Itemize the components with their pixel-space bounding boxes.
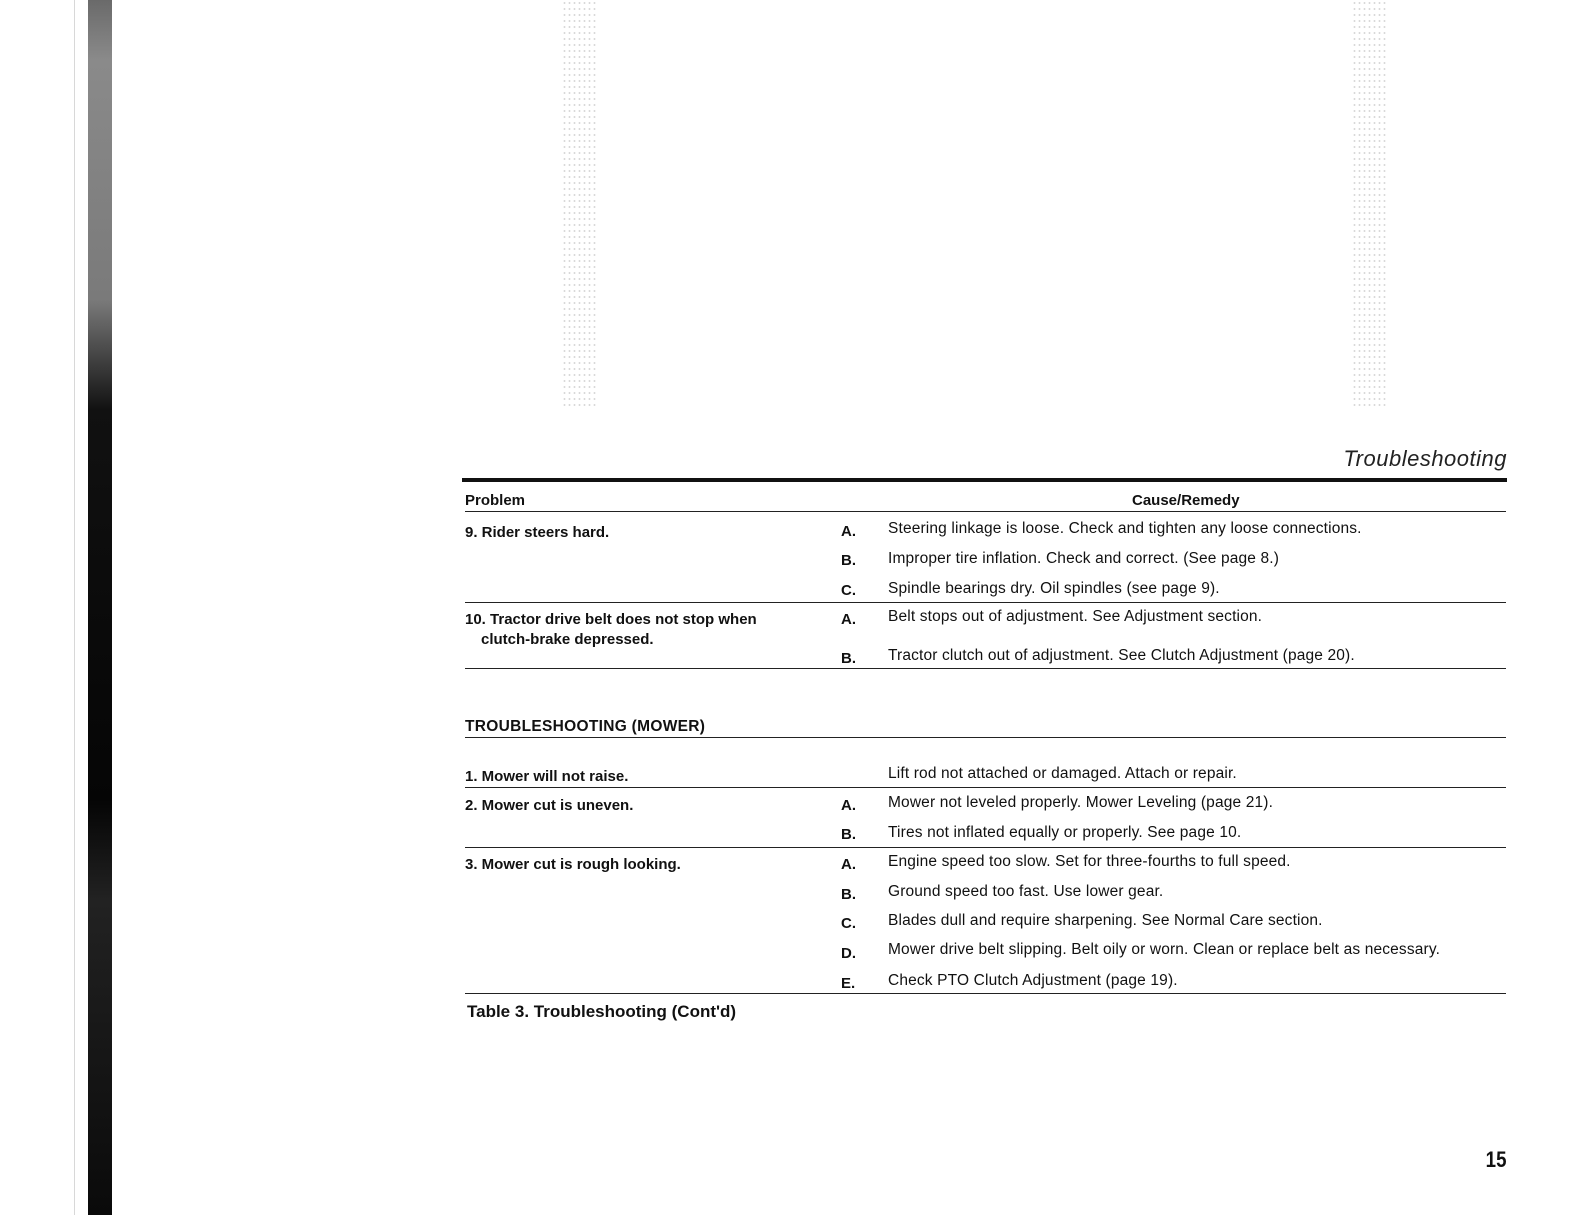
remedy-letter: B. [841,886,856,903]
remedy-text: Belt stops out of adjustment. See Adjustment section. [888,608,1263,625]
remedy-letter: B. [841,650,856,667]
remedy-text: Spindle bearings dry. Oil spindles (see page 9). [888,580,1220,597]
remedy-letter: C. [841,915,856,932]
remedy-letter: C. [841,582,856,599]
row-rule [465,602,1506,603]
remedy-text: Check PTO Clutch Adjustment (page 19). [888,972,1178,989]
problem-10 [465,610,795,650]
table-caption: Table 3. Troubleshooting (Cont'd) [467,1002,737,1021]
mower-problem-2: 2. Mower cut is uneven. [465,797,634,814]
remedy-text: Engine speed too slow. Set for three-fourths to full speed. [888,853,1291,870]
row-rule [465,668,1506,669]
scanned-binding-edge [88,0,112,1215]
remedy-text: Ground speed too fast. Use lower gear. [888,883,1164,900]
remedy-letter: A. [841,797,856,814]
remedy-letter: D. [841,945,856,962]
problem-10-line1: 10. Tractor drive belt does not stop when [465,611,757,628]
remedy-letter: A. [841,856,856,873]
table-bottom-rule [465,993,1506,994]
bleed-through-texture [562,0,596,410]
remedy-letter: A. [841,523,856,540]
remedy-letter: A. [841,611,856,628]
bleed-through-texture [1352,0,1386,410]
remedy-text: Steering linkage is loose. Check and tighten any loose connections. [888,520,1362,537]
remedy-text: Mower drive belt slipping. Belt oily or worn. Clean or replace belt as necessary. [888,941,1441,958]
column-header-problem: Problem [465,492,526,509]
remedy-text: Improper tire inflation. Check and correct. (See page 8.) [888,550,1280,567]
page-number: 15 [1485,1147,1506,1172]
mower-problem-1: 1. Mower will not raise. [465,768,629,785]
section-rule [465,737,1506,738]
remedy-text: Tractor clutch out of adjustment. See Clutch Adjustment (page 20). [888,647,1355,664]
mower-section-title: TROUBLESHOOTING (MOWER) [465,718,706,735]
remedy-letter: B. [841,826,856,843]
row-rule [465,787,1506,788]
scan-edge-line [74,0,75,1215]
header-rule [465,511,1506,512]
remedy-text: Blades dull and require sharpening. See Normal Care section. [888,912,1323,929]
remedy-text: Lift rod not attached or damaged. Attach or repair. [888,765,1237,782]
remedy-letter: B. [841,552,856,569]
remedy-text: Tires not inflated equally or properly. See page 10. [888,824,1242,841]
remedy-text: Mower not leveled properly. Mower Leveling (page 21). [888,794,1274,811]
problem-9: 9. Rider steers hard. [465,524,610,541]
remedy-letter: E. [841,975,856,992]
table-top-rule [462,478,1507,482]
section-title: Troubleshooting [1343,446,1507,471]
row-rule [465,847,1506,848]
mower-problem-3: 3. Mower cut is rough looking. [465,856,681,873]
column-header-cause-remedy: Cause/Remedy [1132,492,1240,509]
problem-10-line2: clutch-brake depressed. [481,631,654,648]
